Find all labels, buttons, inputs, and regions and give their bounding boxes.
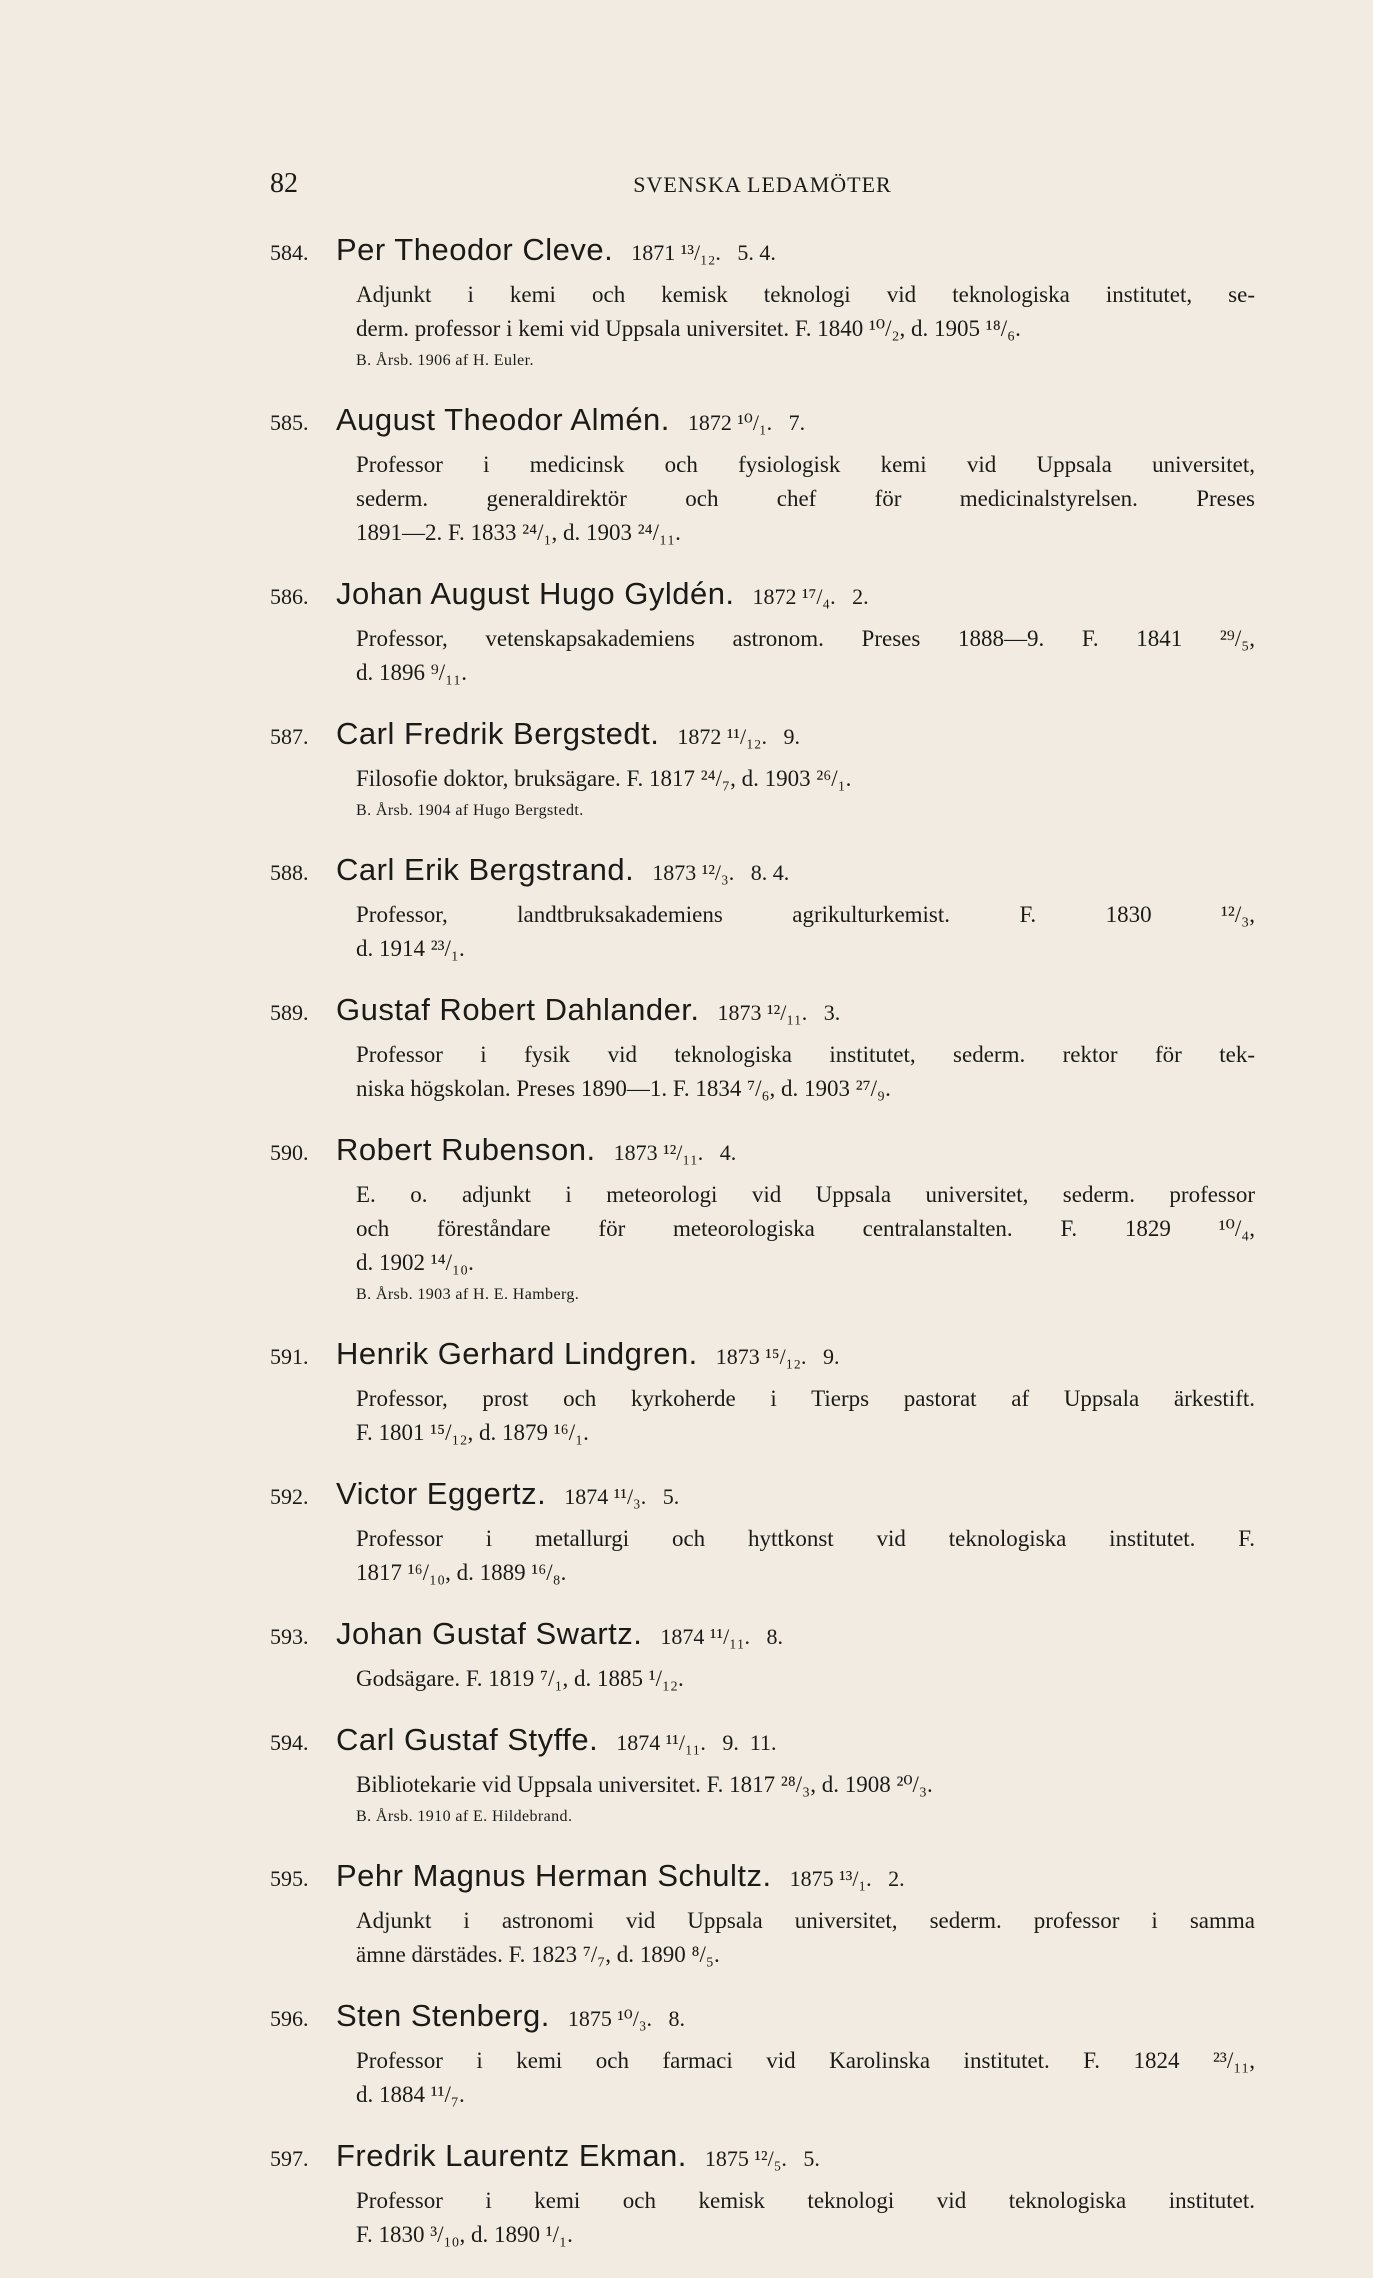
entry-heading	[270, 992, 1255, 1038]
entry-number: 591.	[270, 1344, 309, 1369]
biography-line: d. 1884 ¹¹/₇.	[356, 2082, 465, 2107]
biography-line: Filosofie doktor, bruksägare. F. 1817 ²⁴/₇, d. 1903 ²⁶/₁.	[356, 766, 852, 791]
member-name: Robert Rubenson.	[336, 1132, 596, 1167]
list-item	[270, 1722, 1255, 1832]
biography-line: Professor i metallurgi och hyttkonst vid teknologiska institutet. F.	[356, 1526, 1255, 1551]
page-number: 82	[270, 168, 298, 199]
member-name: Fredrik Laurentz Ekman.	[336, 2138, 687, 2173]
entry-number: 595.	[270, 1866, 309, 1891]
biography-line: 1817 ¹⁶/₁₀, d. 1889 ¹⁶/₈.	[356, 1560, 567, 1585]
obituary-reference: B. Årsb. 1903 af H. E. Hamberg.	[356, 1286, 580, 1303]
entry-heading	[270, 1476, 1255, 1522]
biography-line: Godsägare. F. 1819 ⁷/₁, d. 1885 ¹/₁₂.	[356, 1666, 684, 1691]
biography-line: d. 1914 ²³/₁.	[356, 936, 465, 961]
biography-line: Bibliotekarie vid Uppsala universitet. F. 1817 ²⁸/₃, d. 1908 ²⁰/₃.	[356, 1772, 933, 1797]
election-info: 1873 ¹²/₃. 8. 4.	[652, 860, 790, 885]
election-info: 1873 ¹²/₁₁. 3.	[717, 1000, 841, 1025]
entry-number: 593.	[270, 1624, 309, 1649]
entry-heading	[270, 716, 1255, 762]
entry-heading	[270, 1998, 1255, 2044]
list-item	[270, 232, 1255, 376]
biography-line: 1891—2. F. 1833 ²⁴/₁, d. 1903 ²⁴/₁₁.	[356, 520, 681, 545]
biography-line: F. 1830 ³/₁₀, d. 1890 ¹/₁.	[356, 2222, 573, 2247]
biography-line: Professor i medicinsk och fysiologisk kemi vid Uppsala universitet,	[356, 452, 1255, 477]
member-name: Johan Gustaf Swartz.	[336, 1616, 643, 1651]
entry-number: 589.	[270, 1000, 309, 1025]
election-info: 1874 ¹¹/₁₁. 8.	[660, 1624, 784, 1649]
biography-line: d. 1896 ⁹/₁₁.	[356, 660, 467, 685]
entry-number: 585.	[270, 410, 309, 435]
entry-number: 596.	[270, 2006, 309, 2031]
entry-number: 592.	[270, 1484, 309, 1509]
member-name: Carl Erik Bergstrand.	[336, 852, 635, 887]
list-item	[270, 1336, 1255, 1450]
biography-line: Professor, prost och kyrkoherde i Tierps pastorat af Uppsala ärkestift.	[356, 1386, 1255, 1411]
biography-line: E. o. adjunkt i meteorologi vid Uppsala universitet, sederm. professor	[356, 1182, 1255, 1207]
biography-line: d. 1902 ¹⁴/₁₀.	[356, 1250, 474, 1275]
member-name: Johan August Hugo Gyldén.	[336, 576, 735, 611]
entry-list	[270, 232, 1255, 2278]
member-name: Carl Gustaf Styffe.	[336, 1722, 599, 1757]
list-item	[270, 992, 1255, 1106]
entry-heading	[270, 402, 1255, 448]
entry-heading	[270, 1858, 1255, 1904]
list-item	[270, 1858, 1255, 1972]
biography-line: sederm. generaldirektör och chef för medicinalstyrelsen. Preses	[356, 486, 1255, 511]
member-name: Victor Eggertz.	[336, 1476, 547, 1511]
obituary-reference: B. Årsb. 1904 af Hugo Bergstedt.	[356, 802, 584, 819]
biography-line: Adjunkt i kemi och kemisk teknologi vid teknologiska institutet, se-	[356, 282, 1255, 307]
member-name: Sten Stenberg.	[336, 1998, 550, 2033]
list-item	[270, 1998, 1255, 2112]
biography-line: Professor i kemi och kemisk teknologi vid teknologiska institutet.	[356, 2188, 1255, 2213]
entry-heading	[270, 1722, 1255, 1768]
biography-line: niska högskolan. Preses 1890—1. F. 1834 ⁷/₆, d. 1903 ²⁷/₉.	[356, 1076, 891, 1101]
member-name: August Theodor Almén.	[336, 402, 670, 437]
entry-number: 586.	[270, 584, 309, 609]
election-info: 1873 ¹²/₁₁. 4.	[613, 1140, 737, 1165]
list-item	[270, 1616, 1255, 1696]
election-info: 1875 ¹³/₁. 2.	[789, 1866, 905, 1891]
biography-line: F. 1801 ¹⁵/₁₂, d. 1879 ¹⁶/₁.	[356, 1420, 589, 1445]
biography-line: Professor i fysik vid teknologiska institutet, sederm. rektor för tek-	[356, 1042, 1255, 1067]
list-item	[270, 852, 1255, 966]
biography-line: och föreståndare för meteorologiska centralanstalten. F. 1829 ¹⁰/₄,	[356, 1216, 1255, 1241]
election-info: 1872 ¹⁷/₄. 2.	[752, 584, 869, 609]
obituary-reference: B. Årsb. 1906 af H. Euler.	[356, 352, 534, 369]
list-item	[270, 2138, 1255, 2252]
entry-heading	[270, 576, 1255, 622]
list-item	[270, 1132, 1255, 1310]
election-info: 1873 ¹⁵/₁₂. 9.	[715, 1344, 840, 1369]
election-info: 1871 ¹³/₁₂. 5. 4.	[631, 240, 776, 265]
biography-line: ämne därstädes. F. 1823 ⁷/₇, d. 1890 ⁸/₅.	[356, 1942, 720, 1967]
biography-line: derm. professor i kemi vid Uppsala universitet. F. 1840 ¹⁰/₂, d. 1905 ¹⁸/₆.	[356, 316, 1021, 341]
biography-line: Professor, landtbruksakademiens agrikulturkemist. F. 1830 ¹²/₃,	[356, 902, 1255, 927]
election-info: 1872 ¹⁰/₁. 7.	[687, 410, 806, 435]
list-item	[270, 1476, 1255, 1590]
entry-number: 587.	[270, 724, 309, 749]
member-name: Gustaf Robert Dahlander.	[336, 992, 700, 1027]
entry-heading	[270, 2138, 1255, 2184]
member-name: Henrik Gerhard Lindgren.	[336, 1336, 698, 1371]
entry-heading	[270, 232, 1255, 278]
page-header	[270, 168, 1255, 208]
entry-number: 588.	[270, 860, 309, 885]
biography-line: Adjunkt i astronomi vid Uppsala universitet, sederm. professor i samma	[356, 1908, 1255, 1933]
entry-number: 584.	[270, 240, 309, 265]
entry-heading	[270, 1616, 1255, 1662]
member-name: Carl Fredrik Bergstedt.	[336, 716, 660, 751]
biography-line: Professor, vetenskapsakademiens astronom. Preses 1888—9. F. 1841 ²⁹/₅,	[356, 626, 1255, 651]
entry-number: 597.	[270, 2146, 309, 2171]
election-info: 1874 ¹¹/₃. 5.	[564, 1484, 680, 1509]
biography-line: Professor i kemi och farmaci vid Karolinska institutet. F. 1824 ²³/₁₁,	[356, 2048, 1255, 2073]
entry-heading	[270, 1336, 1255, 1382]
member-name: Per Theodor Cleve.	[336, 232, 614, 267]
election-info: 1875 ¹⁰/₃. 8.	[567, 2006, 686, 2031]
election-info: 1875 ¹²/₅. 5.	[704, 2146, 820, 2171]
obituary-reference: B. Årsb. 1910 af E. Hildebrand.	[356, 1808, 573, 1825]
entry-number: 594.	[270, 1730, 309, 1755]
election-info: 1874 ¹¹/₁₁. 9. 11.	[616, 1730, 777, 1755]
election-info: 1872 ¹¹/₁₂. 9.	[677, 724, 800, 749]
running-head: SVENSKA LEDAMÖTER	[633, 172, 892, 197]
list-item	[270, 716, 1255, 826]
entry-number: 590.	[270, 1140, 309, 1165]
entry-heading	[270, 852, 1255, 898]
list-item	[270, 402, 1255, 550]
member-name: Pehr Magnus Herman Schultz.	[336, 1858, 772, 1893]
list-item	[270, 576, 1255, 690]
entry-heading	[270, 1132, 1255, 1178]
